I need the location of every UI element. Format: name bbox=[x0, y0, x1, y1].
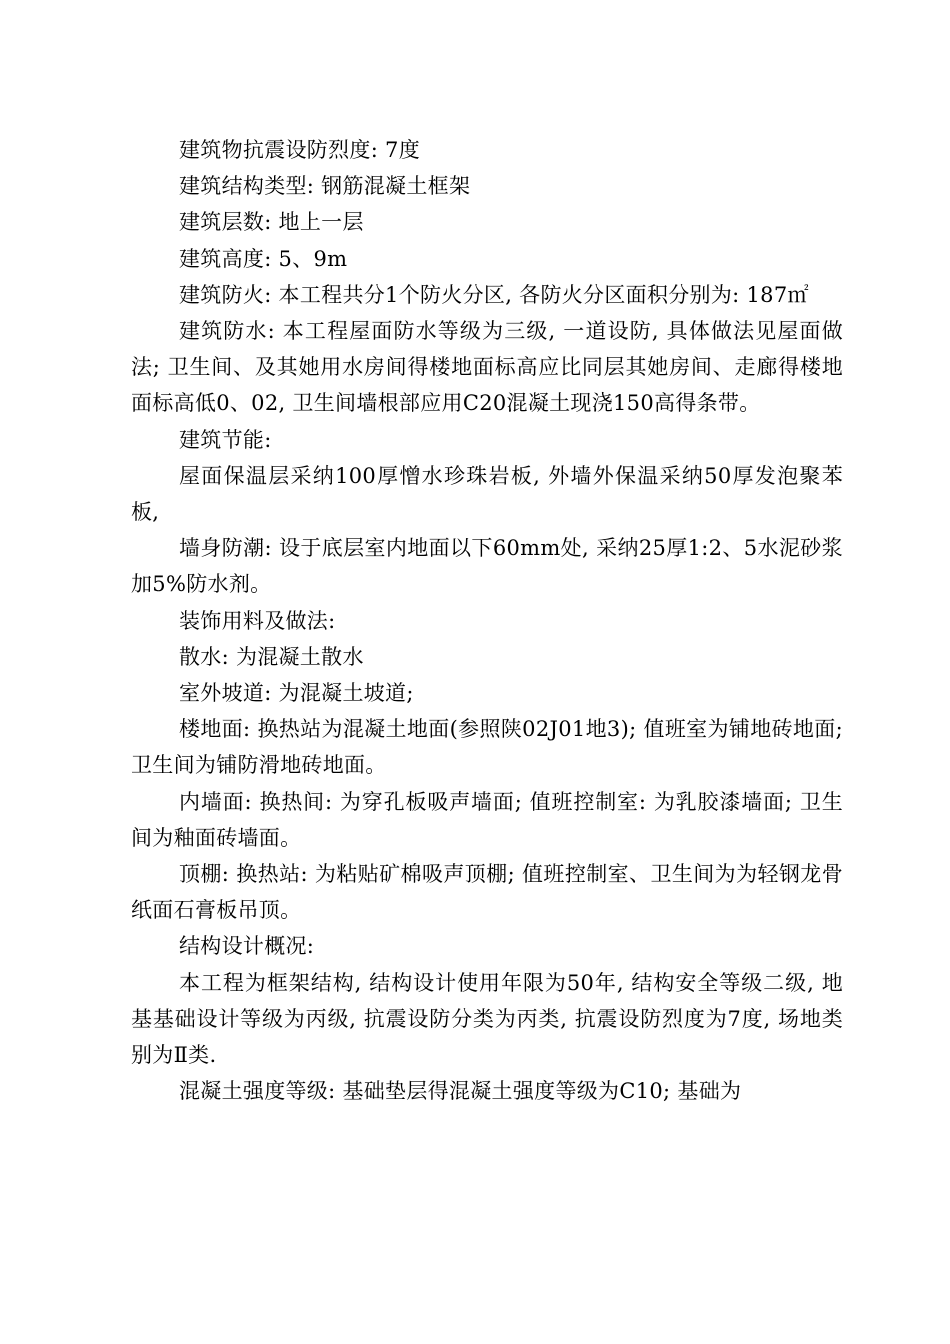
paragraph-waterproofing: 建筑防水: 本工程屋面防水等级为三级, 一道设防, 具体做法见屋面做法; 卫生间、及其她用水房间得楼地面标高应比同层其她房间、走廊得楼地面标高低0、02, 卫生间墙根部应用C20混凝土现浇150高得条带。 bbox=[131, 319, 843, 416]
paragraph-roof-insulation: 屋面保温层采纳100厚憎水珍珠岩板, 外墙外保温采纳50厚发泡聚苯板, bbox=[131, 463, 843, 525]
paragraph-floors: 建筑层数: 地上一层 bbox=[179, 210, 364, 235]
paragraph-finishes-heading: 装饰用料及做法: bbox=[179, 608, 336, 633]
paragraph-seismic-intensity: 建筑物抗震设防烈度: 7度 bbox=[179, 138, 421, 162]
paragraph-structure-heading: 结构设计概况: bbox=[179, 934, 315, 959]
paragraph-damp-proofing: 墙身防潮: 设于底层室内地面以下60mm处, 采纳25厚1:2、5水泥砂浆加5%防水剂。 bbox=[131, 536, 843, 597]
paragraph-structure-type: 建筑结构类型: 钢筋混凝土框架 bbox=[179, 174, 471, 199]
document-body bbox=[131, 132, 843, 1109]
paragraph-ceiling: 顶棚: 换热站: 为粘贴矿棉吸声顶棚; 值班控制室、卫生间为为轻钢龙骨纸面石膏板吊顶。 bbox=[131, 862, 843, 923]
paragraph-concrete-grade: 混凝土强度等级: 基础垫层得混凝土强度等级为C10; 基础为 bbox=[179, 1079, 742, 1104]
paragraph-interior-walls: 内墙面: 换热间: 为穿孔板吸声墙面; 值班控制室: 为乳胶漆墙面; 卫生间为釉面砖墙面。 bbox=[131, 789, 843, 850]
paragraph-apron: 散水: 为混凝土散水 bbox=[179, 644, 364, 669]
paragraph-fire-protection: 建筑防火: 本工程共分1个防火分区, 各防火分区面积分别为: 187㎡ bbox=[179, 282, 809, 307]
paragraph-floor-finish: 楼地面: 换热站为混凝土地面(参照陕02J01地3); 值班室为铺地砖地面; 卫生间为铺防滑地砖地面。 bbox=[131, 717, 843, 778]
paragraph-ramp: 室外坡道: 为混凝土坡道; bbox=[179, 681, 414, 706]
paragraph-height: 建筑高度: 5、9m bbox=[179, 246, 348, 271]
paragraph-energy-heading: 建筑节能: bbox=[179, 427, 272, 452]
paragraph-structure-overview: 本工程为框架结构, 结构设计使用年限为50年, 结构安全等级二级, 地基基础设计等级为丙级, 抗震设防分类为丙类, 抗震设防烈度为7度, 场地类别为Ⅱ类. bbox=[131, 970, 843, 1068]
